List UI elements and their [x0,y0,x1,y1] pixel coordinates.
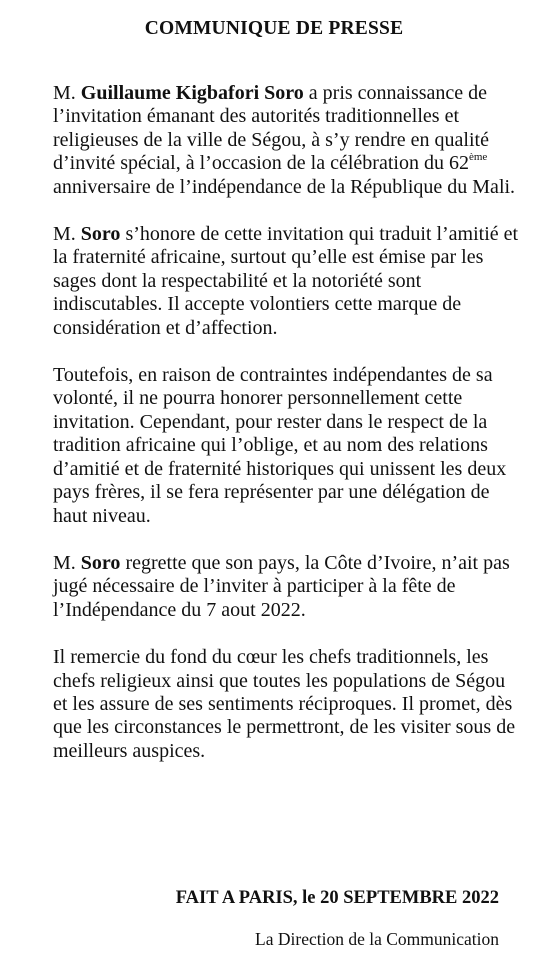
person-name: Soro [80,551,121,574]
person-name-full: Guillaume Kigbafori Soro [80,82,304,104]
place-date-signature: FAIT A PARIS, le 20 SEPTEMBRE 2022 [175,888,499,908]
paragraph-5-text: Il remercie du fond du cœur les chefs traditionnels, les chefs religieux ainsi que toutes les populations de Ségou et les assure de ses sentiments réciproques. Il promet, dès que les circonstances le permettront, de les visiter sous de meilleurs auspices. [53,646,516,762]
paragraph-3-text: Toutefois, en raison de contraintes indépendantes de sa volonté, il ne pourra honorer personnellement cette invitation. Cependant, pour rester dans le respect de la tradition africaine qui l’oblige, et au nom des relations d’amitié et de fraternité historiques qui unissent les deux pays frères, il se fera représenter par une délégation de haut niveau. [53,364,507,527]
paragraph-honor [53,223,523,340]
person-name: Soro [80,223,121,246]
paragraph-4-text: regrette que son pays, la Côte d’Ivoire, n’ait pas jugé nécessaire de l’inviter à participer à la fête de l’Indépendance du 7 aout 2022. [53,551,510,621]
paragraph-1-text-a: a pris connaissance de l’invitation émanant des autorités traditionnelles et religieuses de la ville de Ségou, à s’y rendre en qualité d’invité spécial, à l’occasion de la célébration du 62 [53,82,489,175]
ordinal-superscript: ème [468,150,488,163]
paragraph-4-prefix: M. [53,551,81,574]
paragraph-2-prefix: M. [53,223,81,246]
issuer-line: La Direction de la Communication [255,929,499,949]
paragraph-delegation [53,364,523,528]
paragraph-2-text: s’honore de cette invitation qui traduit l’amitié et la fraternité africaine, surtout qu’elle est émise par les sages dont la respectabilité et la notoriété sont indiscutables. Il accepte volontiers cette marque de considération et d’affection. [53,223,519,339]
paragraph-invitation [53,82,523,199]
paragraph-1-prefix: M. [53,82,81,104]
paragraph-1-text-b: anniversaire de l’indépendance de la République du Mali. [53,175,516,198]
paragraph-thanks [53,646,523,763]
paragraph-regret [53,552,523,622]
document-title: COMMUNIQUE DE PRESSE [144,18,404,39]
document-body [53,82,523,787]
